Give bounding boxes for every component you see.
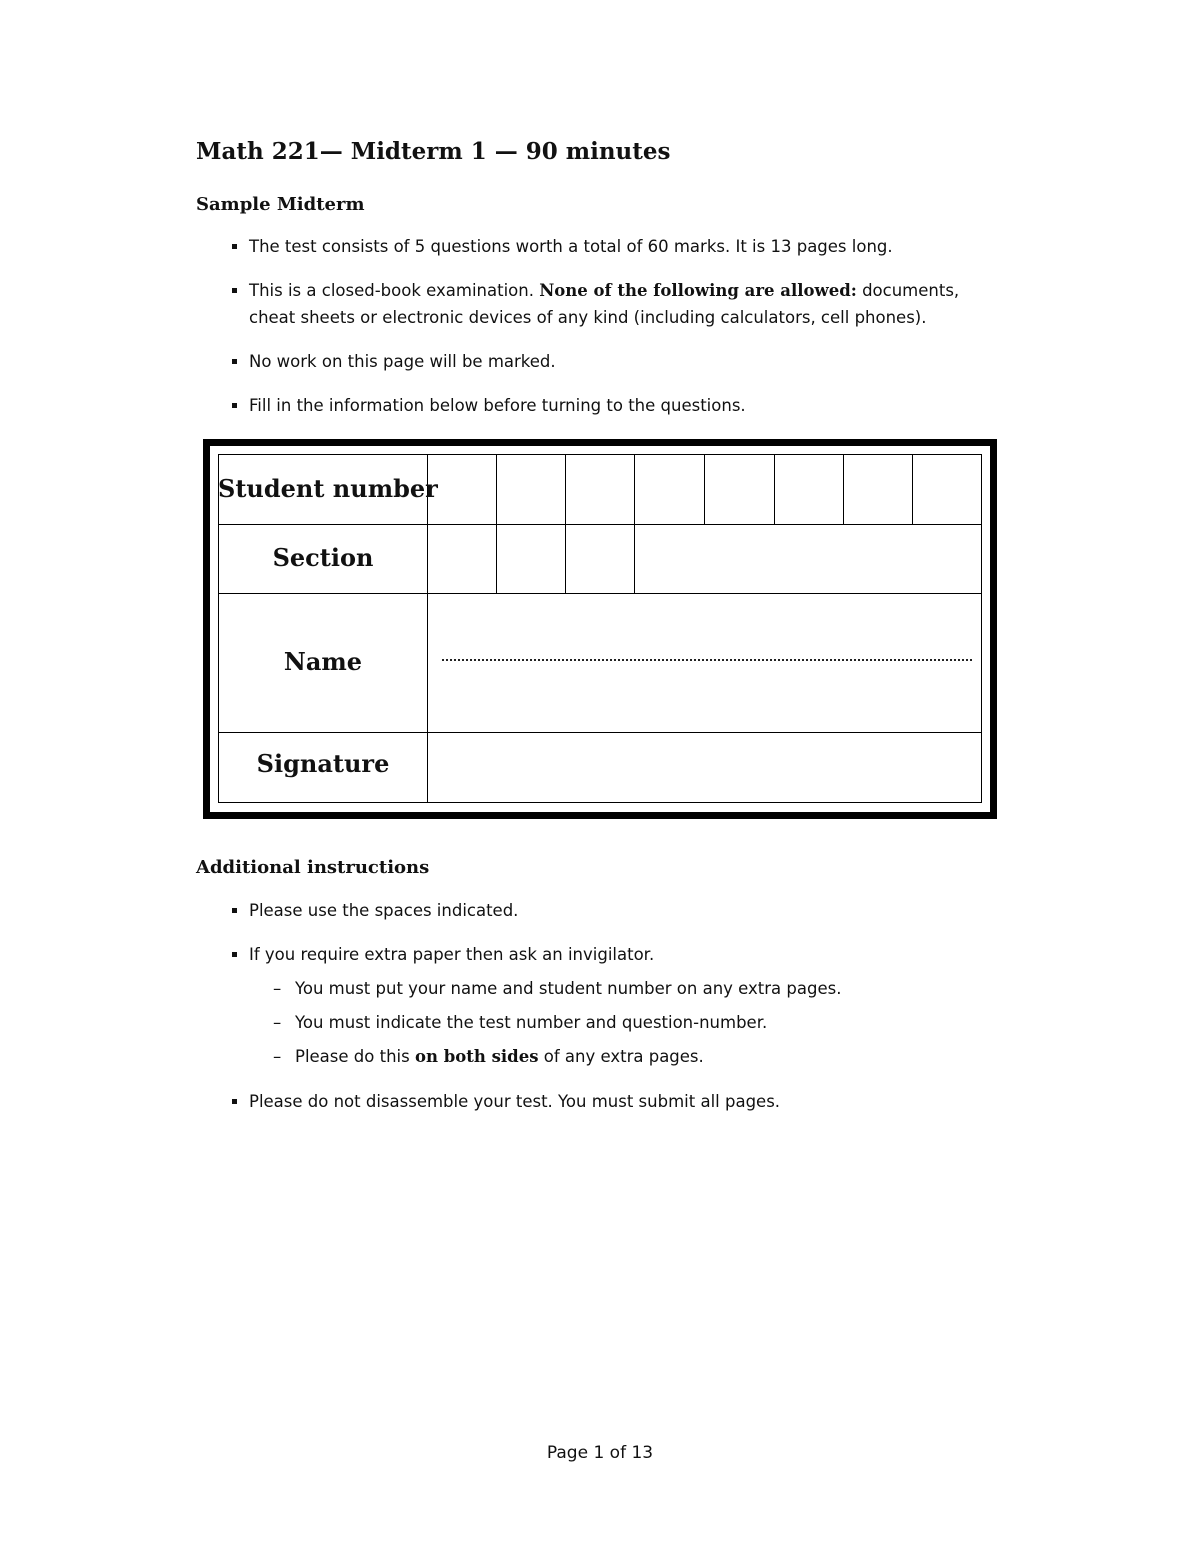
sub-instructions: [249, 972, 841, 1074]
grid-line: [218, 802, 982, 803]
student-number-digit-3[interactable]: [566, 455, 634, 524]
student-number-digit-6[interactable]: [775, 455, 843, 524]
signature-field[interactable]: [428, 733, 981, 802]
student-number-digit-5[interactable]: [705, 455, 774, 524]
student-number-digit-2[interactable]: [497, 455, 565, 524]
instruction-item: If you require extra paper then ask an invigilator. – You must put your name and student number on any extra pages. – You must indicate the test number and question-number. – Please do this on both sides of any extra pages.: [230, 941, 841, 1074]
sub-instruction-item: – You must indicate the test number and question-number.: [273, 1013, 768, 1032]
sub-instruction-item: – Please do this on both sides of any extra pages.: [273, 1047, 704, 1066]
student-info-grid: [218, 454, 982, 803]
exam-title: Math 221— Midterm 1 — 90 minutes: [196, 138, 671, 165]
section-label: Section: [272, 543, 374, 572]
student-number-label: Student number: [218, 474, 438, 503]
section-digit-3[interactable]: [566, 525, 634, 593]
sub-instruction-item: – You must put your name and student number on any extra pages.: [273, 979, 842, 998]
student-number-digit-1[interactable]: [428, 455, 496, 524]
instruction-item: No work on this page will be marked.: [230, 348, 1009, 375]
signature-label: Signature: [256, 749, 390, 778]
name-dotted-line: [442, 659, 972, 661]
additional-instructions-heading: Additional instructions: [196, 857, 430, 878]
instruction-item: This is a closed-book examination. None of the following are allowed: documents, cheat sheets or electronic devices of any kind (including calculators, cell phones).: [230, 277, 1009, 331]
name-field[interactable]: [428, 594, 981, 732]
section-digit-1[interactable]: [428, 525, 496, 593]
student-number-digit-7[interactable]: [844, 455, 912, 524]
student-info-form: [203, 439, 997, 819]
student-number-digit-8[interactable]: [913, 455, 981, 524]
exam-subtitle: Sample Midterm: [196, 194, 365, 215]
instruction-item: Please do not disassemble your test. You must submit all pages.: [230, 1088, 841, 1115]
grid-line: [981, 454, 982, 803]
instruction-item: Please use the spaces indicated.: [230, 897, 841, 924]
section-digit-2[interactable]: [497, 525, 565, 593]
intro-instructions: [230, 233, 1009, 419]
name-label: Name: [283, 647, 363, 676]
instruction-item: Fill in the information below before turning to the questions.: [230, 392, 1009, 419]
student-number-digit-4[interactable]: [635, 455, 704, 524]
instruction-item: The test consists of 5 questions worth a total of 60 marks. It is 13 pages long.: [230, 233, 1009, 260]
additional-instructions: [230, 897, 841, 1115]
page-number: Page 1 of 13: [546, 1443, 654, 1463]
